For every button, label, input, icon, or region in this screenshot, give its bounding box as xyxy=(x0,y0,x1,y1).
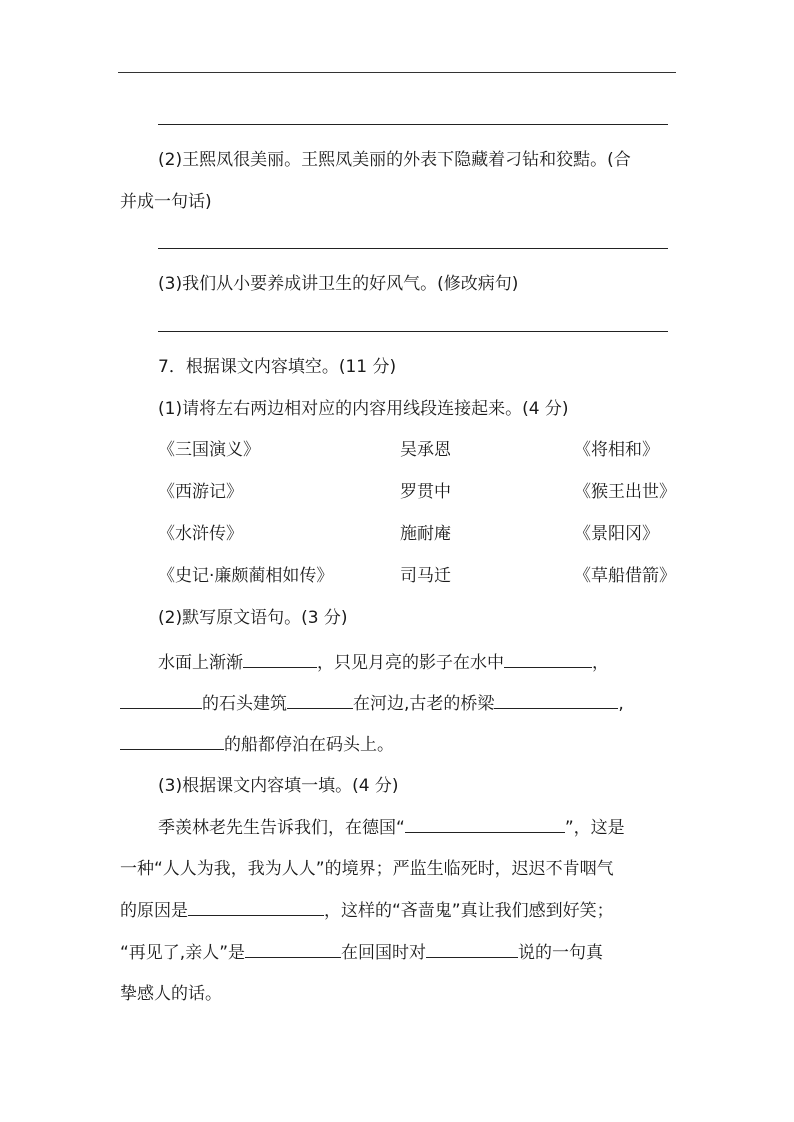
text-run: 的石头建筑 xyxy=(202,694,287,714)
q7-part3-title: (3)根据课文内容填一填。(4 分) xyxy=(158,776,399,796)
text-run: ，只见月亮的影子在水中 xyxy=(317,653,504,673)
q6-item3: (3)我们从小要养成讲卫生的好风气。(修改病句) xyxy=(158,274,519,294)
text-run: ”，这是 xyxy=(564,818,625,838)
text-run: 季羡林老先生告诉我们，在德国“ xyxy=(158,818,405,838)
story-title: 《猴王出世》 xyxy=(574,482,676,502)
text-run: 说的一句真 xyxy=(518,943,604,963)
blank-line xyxy=(287,691,353,709)
q7-part3-line4 xyxy=(120,940,603,965)
blank-line xyxy=(120,732,224,750)
q7-part2-line2 xyxy=(120,691,624,716)
answer-line xyxy=(158,248,668,249)
q7-part1-title: (1)请将左右两边相对应的内容用线段连接起来。(4 分) xyxy=(158,399,569,419)
author-name: 施耐庵 xyxy=(400,524,451,544)
answer-line xyxy=(158,331,668,332)
author-name: 吴承恩 xyxy=(400,440,451,460)
book-title: 《水浒传》 xyxy=(158,524,243,544)
q7-title: 7．根据课文内容填空。(11 分) xyxy=(158,357,397,377)
q6-item2-line1: (2)王熙凤很美丽。王熙凤美丽的外表下隐藏着刁钻和狡黠。(合 xyxy=(158,150,631,170)
text-run: 的船都停泊在码头上。 xyxy=(224,735,394,755)
story-title: 《草船借箭》 xyxy=(574,566,676,586)
book-title: 《西游记》 xyxy=(158,482,243,502)
blank-line xyxy=(405,815,565,833)
blank-line xyxy=(120,691,202,709)
q6-item2-line2: 并成一句话) xyxy=(120,192,212,212)
blank-line xyxy=(243,650,317,668)
author-name: 司马迁 xyxy=(400,566,451,586)
text-run: , xyxy=(618,694,624,714)
q7-part3-line2: 一种“人人为我，我为人人”的境界；严监生临死时，迟迟不肯咽气 xyxy=(120,859,614,879)
text-run: 的原因是 xyxy=(120,901,188,921)
text-run: 在河边,古老的桥梁 xyxy=(353,694,495,714)
blank-line xyxy=(188,898,324,916)
author-name: 罗贯中 xyxy=(400,482,451,502)
blank-line xyxy=(245,940,341,958)
blank-line xyxy=(426,940,518,958)
text-run: ， xyxy=(592,653,609,673)
blank-line xyxy=(504,650,592,668)
q7-part2-line3 xyxy=(120,732,394,757)
header-rule xyxy=(118,72,676,73)
q7-part2-title: (2)默写原文语句。(3 分) xyxy=(158,608,348,628)
q7-part3-line1 xyxy=(158,815,625,840)
answer-line xyxy=(158,124,668,125)
q7-part3-line5: 挚感人的话。 xyxy=(120,984,222,1004)
book-title: 《史记·廉颇蔺相如传》 xyxy=(158,566,334,586)
text-run: 水面上渐渐 xyxy=(158,653,243,673)
story-title: 《景阳冈》 xyxy=(574,524,659,544)
text-run: “再见了,亲人”是 xyxy=(120,943,246,963)
story-title: 《将相和》 xyxy=(574,440,659,460)
book-title: 《三国演义》 xyxy=(158,440,260,460)
text-run: ，这样的“吝啬鬼”真让我们感到好笑； xyxy=(324,901,614,921)
text-run: 在回国时对 xyxy=(341,943,427,963)
q7-part2-line1 xyxy=(158,650,609,675)
q7-part3-line3 xyxy=(120,898,614,923)
blank-line xyxy=(494,691,618,709)
